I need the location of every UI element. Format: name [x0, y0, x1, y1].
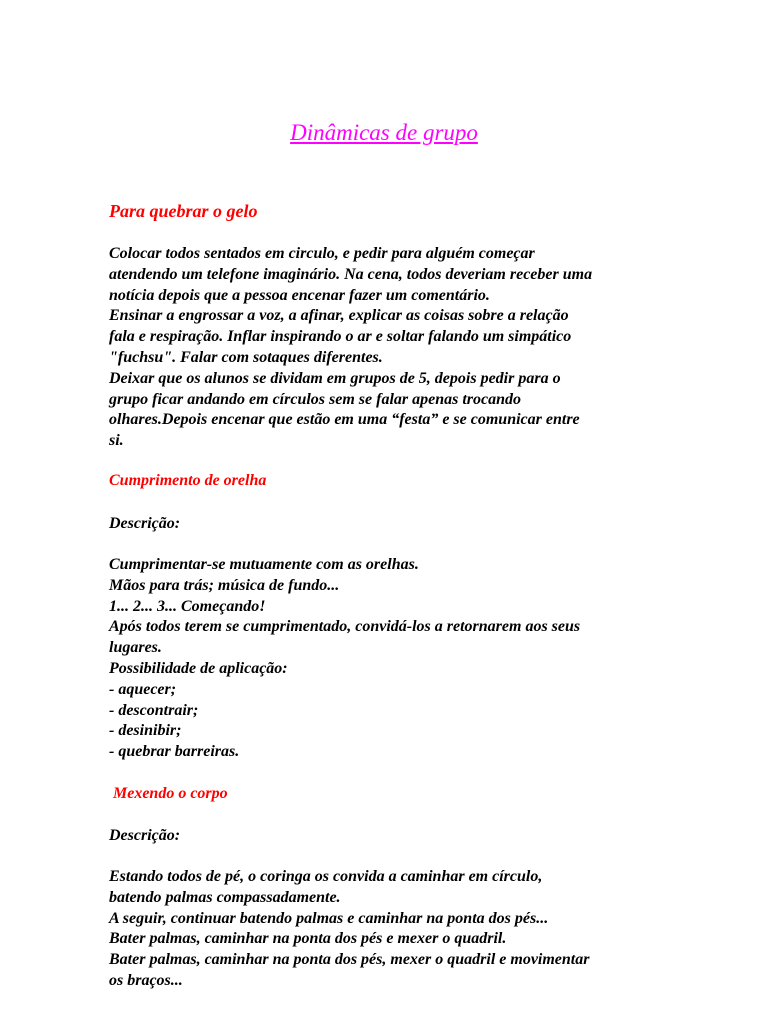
text-line: olhares.Depois encenar que estão em uma “festa” e se comunicar entre [109, 411, 580, 429]
paragraph-mexendo-corpo [109, 867, 669, 992]
text-line: Após todos terem se cumprimentado, convidá-los a retornarem aos seus [109, 618, 581, 636]
page-title: Dinâmicas de grupo [290, 120, 478, 145]
text-line: grupo ficar andando em círculos sem se falar apenas trocando [109, 390, 522, 408]
text-line: Ensinar a engrossar a voz, a afinar, explicar as coisas sobre a relação [109, 307, 569, 325]
text-line: - quebrar barreiras. [109, 743, 240, 761]
description-label: Descrição: [109, 515, 181, 532]
text-line: - desinibir; [109, 722, 182, 740]
text-line: notícia depois que a pessoa encenar fazer um comentário. [109, 286, 490, 304]
text-line: Deixar que os alunos se dividam em grupos de 5, depois pedir para o [109, 369, 561, 387]
text-line: "fuchsu". Falar com sotaques diferentes. [109, 348, 383, 366]
text-line: os braços... [109, 971, 183, 989]
text-line: lugares. [109, 639, 162, 657]
text-line: Colocar todos sentados em circulo, e pedir para alguém começar [109, 245, 535, 262]
description-label: Descrição: [109, 827, 181, 844]
text-line: Bater palmas, caminhar na ponta dos pés e mexer o quadril. [109, 930, 507, 948]
text-line: Possibilidade de aplicação: [109, 659, 288, 677]
text-line: atendendo um telefone imaginário. Na cena, todos deveriam receber uma [109, 265, 593, 283]
section-heading-cumprimento-orelha: Cumprimento de orelha [109, 472, 267, 489]
paragraph-cumprimento-orelha [109, 555, 669, 763]
text-line: Bater palmas, caminhar na ponta dos pés, mexer o quadril e movimentar [109, 951, 590, 969]
text-line: batendo palmas compassadamente. [109, 888, 341, 906]
text-line: Estando todos de pé, o coringa os convida a caminhar em círculo, [109, 868, 543, 885]
paragraph-quebrar-gelo [109, 244, 669, 452]
text-line: A seguir, continuar batendo palmas e caminhar na ponta dos pés... [109, 909, 549, 927]
text-line: si. [109, 432, 124, 450]
text-line: Cumprimentar-se mutuamente com as orelhas. [109, 556, 419, 573]
section-heading-mexendo-corpo: Mexendo o corpo [113, 785, 228, 802]
text-line: - aquecer; [109, 680, 177, 698]
text-line: Mãos para trás; música de fundo... [109, 576, 340, 594]
text-line: - descontrair; [109, 701, 199, 719]
text-line: 1... 2... 3... Começando! [109, 597, 266, 615]
section-heading-quebrar-gelo: Para quebrar o gelo [109, 201, 258, 221]
text-line: fala e respiração. Inflar inspirando o ar e soltar falando um simpático [109, 328, 572, 346]
